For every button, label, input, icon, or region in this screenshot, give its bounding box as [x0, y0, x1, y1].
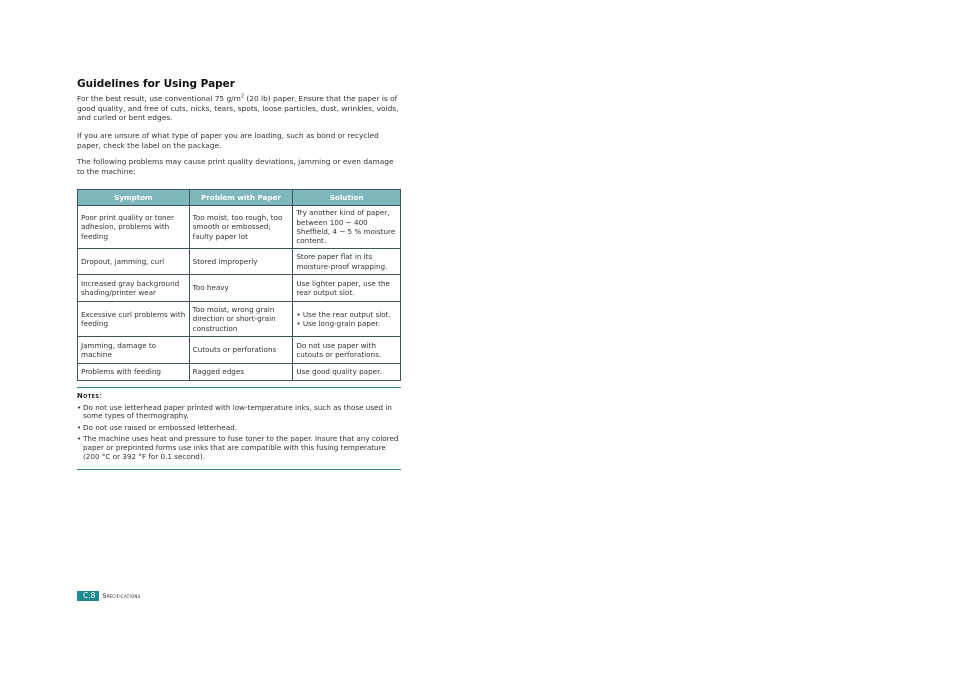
solution-cell: Use good quality paper. — [293, 364, 401, 381]
paper-problems-table — [77, 189, 401, 381]
problem-cell: Stored improperly — [189, 249, 293, 275]
intro-paragraph-2: If you are unsure of what type of paper you are loading, such as bond or recycled paper, check the label on the package. — [77, 131, 379, 150]
note-text: Do not use raised or embossed letterhead. — [83, 422, 237, 432]
notes-title-text: Notes — [77, 392, 100, 400]
note-text: The machine uses heat and pressure to fuse toner to the paper. Insure that any colored paper or preprinted forms use inks that are compatible with this fusing temperature (200 °C or 392 °F for 0.1 second). — [83, 434, 399, 461]
header-solution: Solution — [293, 190, 401, 206]
table-row — [78, 302, 401, 337]
problem-cell: Too heavy — [189, 275, 293, 302]
note-bullet: • — [77, 434, 82, 444]
superscript-2: 2 — [240, 93, 245, 100]
page-footer — [77, 591, 141, 601]
symptom-cell: Increased gray background shading/printer wear — [78, 275, 190, 302]
solution-cell — [293, 302, 401, 337]
intro-paragraph-1-text-a: For the best result, use conventional 75 g/m — [77, 94, 241, 103]
solution-list — [296, 310, 397, 329]
notes-title-colon: : — [99, 392, 103, 400]
solution-cell: Try another kind of paper, between 100 ~ 400 Sheffield, 4 ~ 5 % moisture content. — [293, 206, 401, 249]
solution-list-item: • Use the rear output slot. — [296, 309, 391, 319]
page-heading: Guidelines for Using Paper — [77, 78, 235, 90]
problem-cell: Too moist, too rough, too smooth or embossed; faulty paper lot — [189, 206, 293, 249]
note-item — [77, 424, 401, 433]
intro-paragraph-1 — [77, 94, 403, 123]
problem-cell: Too moist, wrong grain direction or short-grain construction — [189, 302, 293, 337]
symptom-cell: Excessive curl problems with feeding — [78, 302, 190, 337]
header-problem: Problem with Paper — [189, 190, 293, 206]
notes-box — [77, 387, 401, 470]
symptom-cell: Jamming, damage to machine — [78, 337, 190, 364]
solution-list-item: • Use long-grain paper. — [296, 319, 380, 328]
symptom-cell: Problems with feeding — [78, 364, 190, 381]
symptom-cell: Dropout, jamming, curl — [78, 249, 190, 275]
table-row — [78, 275, 401, 302]
solution-cell: Store paper flat in its moisture-proof wrapping. — [293, 249, 401, 275]
table-header-row — [78, 190, 401, 206]
table-row — [78, 249, 401, 275]
page-number-badge: C.8 — [77, 591, 99, 601]
problem-cell: Cutouts or perforations — [189, 337, 293, 364]
notes-title — [77, 392, 401, 401]
note-item — [77, 404, 401, 421]
note-bullet: • — [77, 422, 82, 432]
note-bullet: • — [77, 402, 82, 412]
note-text: Do not use letterhead paper printed with low-temperature inks, such as those used in some types of thermography. — [83, 402, 392, 421]
table-row — [78, 206, 401, 249]
intro-paragraph-1-text-b: (20 lb) paper. Ensure that the paper is of good quality, and free of cuts, nicks, tears, spots, loose particles, dust, wrinkles, voids, and curled or bent edges. — [77, 94, 399, 123]
table-row — [78, 337, 401, 364]
section-name: Specifications — [102, 592, 141, 600]
solution-cell: Do not use paper with cutouts or perforations. — [293, 337, 401, 364]
note-item — [77, 435, 401, 461]
solution-cell: Use lighter paper, use the rear output slot. — [293, 275, 401, 302]
symptom-cell: Poor print quality or toner adhesion, problems with feeding — [78, 206, 190, 249]
problem-cell: Ragged edges — [189, 364, 293, 381]
table-row — [78, 364, 401, 381]
intro-paragraph-3: The following problems may cause print quality deviations, jamming or even damage to the machine: — [77, 157, 394, 176]
header-symptom: Symptom — [78, 190, 190, 206]
